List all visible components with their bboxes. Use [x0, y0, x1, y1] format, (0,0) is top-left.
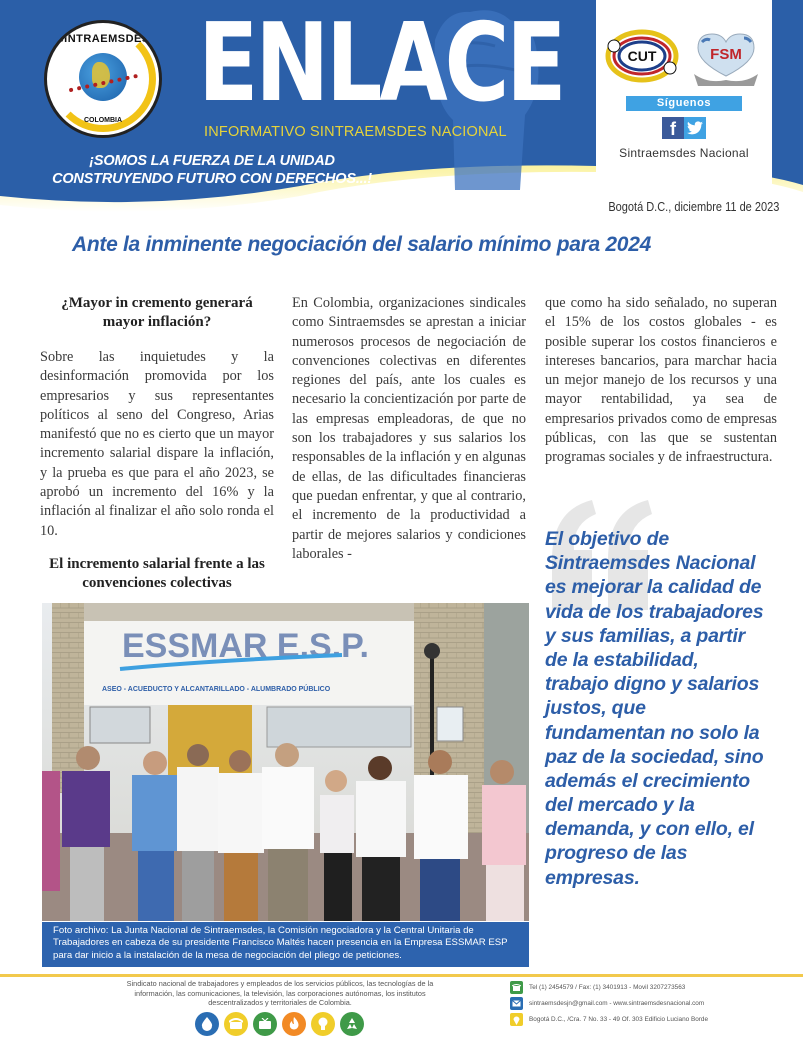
- article-headline: Ante la inminente negociación del salario mínimo para 2024: [72, 233, 651, 256]
- dateline: Bogotá D.C., diciembre 11 de 2023: [607, 200, 779, 214]
- pullquote-line: demanda, y con ello, el: [545, 818, 754, 841]
- photo-caption: Foto archivo: La Junta Nacional de Sintraemsdes, la Comisión negociadora y la Central Unitaria de Trabajadores en cabeza de su presidente Francisco Maltés hacen presencia en la Empresa ESSMAR ESP para dar inicio a la instalación de la mesa de negociación del pliego de peticiones.: [42, 922, 529, 967]
- masthead: [0, 0, 803, 222]
- recycle-icon: [340, 1012, 364, 1036]
- logo-text-bottom: COLOMBIA: [83, 117, 123, 124]
- slogan: [42, 152, 382, 188]
- cut-logo-text: CUT: [627, 48, 657, 64]
- contact-text: Tel (1) 2454579 / Fax: (1) 3401913 - Movil 3207273563: [529, 984, 686, 991]
- twitter-icon[interactable]: [684, 117, 706, 139]
- paragraph: En Colombia, organizaciones sindicales como Sintraemsdes se aprestan a iniciar numerosos procesos de negociación de convenciones colectivas en diferentes regiones del país, ante los cuales es necesario la concientización por parte de las empresas empleadoras, de que no son los trabajadores y sus salarios los responsables de la inflación y en algunas de ellas, de las dificultades financieras que puedan enfrentar, y que al contrario, el incremento de la productividad a partir de mejores salarios y condiciones laborales -: [292, 295, 526, 562]
- service-icons: [195, 1012, 364, 1036]
- photo-sign-text: ESSMAR E.S.P.: [122, 627, 369, 665]
- follow-label: Síguenos: [626, 96, 742, 111]
- union-description: Sindicato nacional de trabajadores y empleados de los servicios públicos, las tecnologías de la información, las comunicaciones, la televisión, las corporaciones autónomas, los institutos descentralizados y territoriales de Colombia.: [126, 979, 434, 1008]
- paragraph: Sobre las inquietudes y la desinformación promovida por los empresarios y sus representantes políticos al seno del Congreso, Arias manifestó que no es cierto que un mayor incremento salarial dispare la inflación, y la prueba es que para el año 2023, se aprobó un incremento del 16% y la inflación al finalizar el año solo ronda el 10.: [40, 349, 274, 539]
- water-drop-icon: [195, 1012, 219, 1036]
- television-icon: [253, 1012, 277, 1036]
- pullquote-line: trabajo digno y salarios: [545, 673, 760, 696]
- contact-address: [510, 1013, 708, 1026]
- newsletter-subtitle: INFORMATIVO SINTRAEMSDES NACIONAL: [204, 124, 507, 140]
- pullquote-line: paz de la sociedad, sino: [545, 745, 764, 768]
- contact-phone: [510, 981, 685, 994]
- logo-text-top: SINTRAEMSDES: [56, 33, 150, 45]
- article-column-2: [292, 294, 526, 564]
- article-column-1: [40, 294, 274, 593]
- contact-text[interactable]: sintraemsdesjn@gmail.com - www.sintraemsdesnacional.com: [529, 1000, 705, 1007]
- location-pin-icon: [510, 1013, 523, 1026]
- photo-sign-subtext: ASEO - ACUEDUCTO Y ALCANTARILLADO - ALUMBRADO PÚBLICO: [102, 686, 331, 693]
- slogan-line-2: CONSTRUYENDO FUTURO CON DERECHOS...!: [52, 171, 372, 187]
- contact-text: Bogotá D.C., /Cra. 7 No. 33 - 49 Of. 303 Edificio Luciano Borde: [529, 1016, 709, 1023]
- group-photo: [42, 603, 529, 921]
- pullquote-line: y sus familias, a partir: [545, 624, 746, 647]
- cut-logo: [604, 28, 680, 84]
- follow-account-name: Sintraemsdes Nacional: [619, 146, 749, 160]
- fsm-logo: [688, 28, 764, 88]
- pullquote-line: además el crecimiento: [545, 769, 750, 792]
- social-links: [662, 117, 706, 139]
- lightbulb-icon: [311, 1012, 335, 1036]
- sintraemsdes-logo: [44, 20, 162, 138]
- article-column-3: [545, 294, 777, 468]
- telephone-icon: [224, 1012, 248, 1036]
- flame-icon: [282, 1012, 306, 1036]
- section-heading: El incremento salarial frente a las convenciones colectivas: [49, 555, 265, 591]
- slogan-line-1: ¡SOMOS LA FUERZA DE LA UNIDAD: [89, 153, 335, 169]
- fsm-logo-text: FSM: [710, 46, 742, 63]
- facebook-icon[interactable]: f: [662, 117, 684, 139]
- paragraph: que como ha sido señalado, no superan el 15% de los costos globales - es posible superar los costos financieros e intereses bancarios, para marchar hacia un mejor manejo de los recursos y una mayor rentabilidad, ya sea de empresarios privados como de empresas públicas, con las que se sustentan programas sociales y de infraestructura.: [545, 295, 777, 466]
- pullquote-line: El objetivo de: [545, 528, 669, 550]
- section-heading: ¿Mayor in cremento generará mayor inflación?: [61, 295, 253, 330]
- contact-email: [510, 997, 704, 1010]
- pullquote-line: fundamentan no solo la: [545, 721, 760, 744]
- phone-icon: [510, 981, 523, 994]
- pullquote-line: Sintraemsdes Nacional: [545, 552, 756, 575]
- pullquote-line: progreso de las: [545, 842, 688, 865]
- mail-icon: [510, 997, 523, 1010]
- pullquote-line: empresas.: [545, 866, 640, 889]
- pullquote-line: del mercado y la: [545, 794, 695, 817]
- follow-panel: [596, 0, 772, 190]
- footer-divider: [0, 974, 803, 977]
- pullquote-line: es mejorar la calidad de: [545, 576, 762, 599]
- pullquote-line: de la estabilidad,: [545, 648, 699, 671]
- pullquote-line: vida de los trabajadores: [545, 600, 764, 623]
- newsletter-title: ENLACE: [198, 8, 564, 120]
- pullquote-line: justos, que: [545, 697, 646, 720]
- pullquote: [545, 527, 795, 890]
